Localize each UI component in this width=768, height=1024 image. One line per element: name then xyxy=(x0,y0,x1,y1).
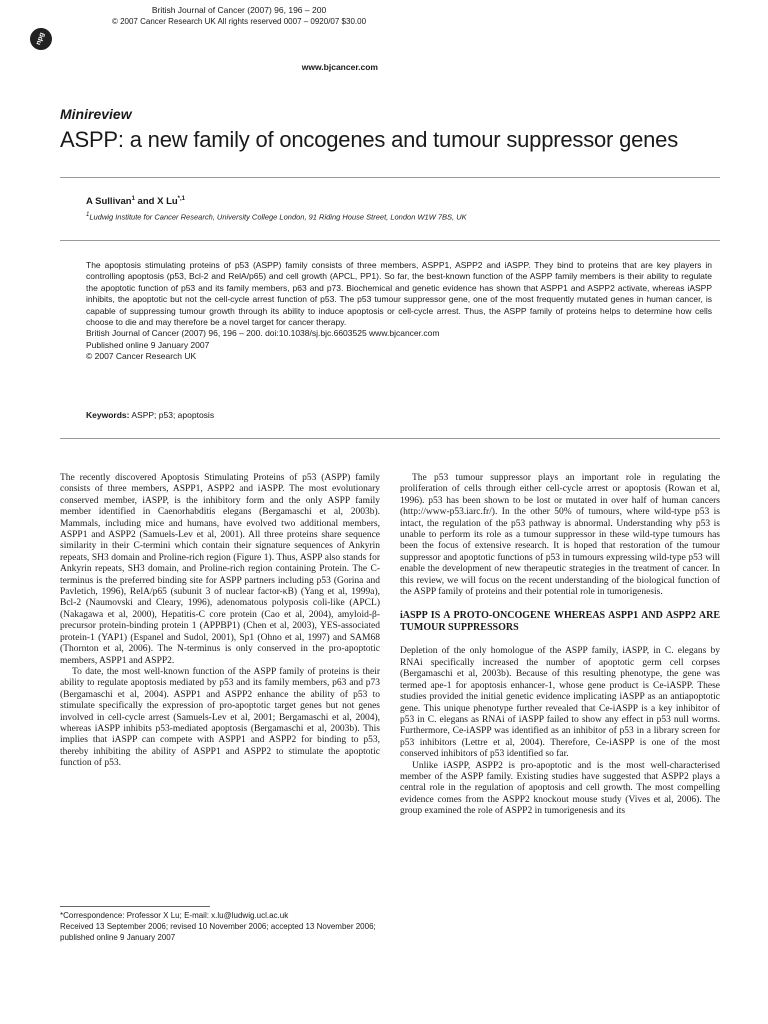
author-superscript: *,1 xyxy=(177,196,186,202)
divider xyxy=(60,438,720,439)
body-paragraph: The recently discovered Apoptosis Stimulating Proteins of p53 (ASPP) family consists of three members, ASPP1, ASPP2 and iASPP. The most evolutionary conserved member, iASPP, is the inhibitory form and the only ASPP family member identified in Caenorhabditis elegans (Bergamaschi et al, 2003b). Mammals, including mice and humans, have evolved two additional members, ASPP1 and ASPP2 (Samuels-Lev et al, 2001). All three proteins share sequence similarity in their C-termini which contain their signature sequences of Ankyrin repeats, SH3 domain and Proline-rich region (Figure 1). Thus, ASPP also stands for Ankyrin repeats, SH3 domain, and Proline-rich region containing Protein. The C-terminus is the preferred binding site for ASPP partners including p53 (Gorina and Pavletich, 1996), RelA/p65 (subunit 3 of nuclear factor-κB) (Yang et al, 1999a), Bcl-2 (Naumovski and Cleary, 1996), adenomatous polyposis coli-like (APCL) (Nakagawa et al, 2000), Hepatitis-C core protein (Cao et al, 2004), amyloid-β-precursor protein-binding protein 1 (APPBP1) (Chen et al, 2003), YES-associated protein-1 (YAP1) (Espanel and Sudol, 2001), Sp1 (Ohno et al, 1997) and SAM68 (Thornton et al, 2006). The N-terminus is only conserved in the pro-apoptotic members, ASPP1 and ASPP2. xyxy=(60,473,380,666)
affiliation xyxy=(86,212,467,222)
abstract-text: The apoptosis stimulating proteins of p53 (ASPP) family consists of three members, ASPP1, ASPP2 and iASPP. They bind to proteins that are key players in controlling apoptosis (p53, Bcl-2 and RelA/p65) and cell growth (APCL, PP1). So far, the best-known function of the ASPP family members is their ability to regulate the apoptotic function of p53 and its family members, p63 and p73. Biochemical and genetic evidence has shown that ASPP1 and ASPP2 activate, whereas iASPP inhibits, the apoptotic but not the cell-cycle arrest function of p53. The p53 tumour suppressor gene, one of the most frequently mutated genes in human cancer, is capable of suppressing tumour growth through its ability to induce apoptosis or cell-cycle arrest. Thus, the ASPP family of proteins helps to determine how cells choose to die and may therefore be a novel target for cancer therapy. xyxy=(86,260,712,328)
right-column xyxy=(400,473,720,818)
journal-masthead xyxy=(94,4,384,28)
abstract-citation: British Journal of Cancer (2007) 96, 196 – 200. doi:10.1038/sj.bjc.6603525 www.bjcancer.com xyxy=(86,328,440,339)
author-name: A Sullivan xyxy=(86,196,132,208)
keywords-list: ASPP; p53; apoptosis xyxy=(131,410,215,420)
section-label: Minireview xyxy=(60,106,132,122)
body-paragraph: The p53 tumour suppressor plays an important role in regulating the proliferation of cells through either cell-cycle arrest or apoptosis (Rowan et al, 1996). p53 has been shown to be lost or mutated in over half of human cancers (http://www-p53.iarc.fr/). In the other 50% of tumours, where wild-type p53 is intact, the regulation of the p53 pathway is abnormal. Understanding why p53 is unable to perform its role as a tumour suppressor in these wild-type tumours has been the focus of extensive research. It is hoped that restoration of the tumour suppressor and apoptotic functions of p53 in tumours expressing wild-type p53 will enable the development of new therapeutic strategies in the treatment of cancer. In this review, we will focus on the recent understanding of the biological function of the ASPP family of proteins and their potential role in tumorigenesis. xyxy=(400,473,720,598)
copyright-line: © 2007 Cancer Research UK All rights reserved 0007 – 0920/07 $30.00 xyxy=(111,17,367,26)
author-superscript: 1 xyxy=(131,196,135,202)
publisher-logo: npg xyxy=(27,25,55,53)
divider xyxy=(60,177,720,178)
journal-line: British Journal of Cancer (2007) 96, 196 – 200 xyxy=(151,5,327,15)
journal-url-link[interactable]: www.bjcancer.com xyxy=(301,62,378,72)
left-column xyxy=(60,473,380,770)
abstract-copyright: © 2007 Cancer Research UK xyxy=(86,351,197,362)
author-name: and X Lu xyxy=(134,196,178,208)
section-heading: iASPP IS A PROTO-ONCOGENE WHEREAS ASPP1 AND ASPP2 ARE TUMOUR SUPPRESSORS xyxy=(400,610,720,634)
correspondence: *Correspondence: Professor X Lu; E-mail: x.lu@ludwig.ucl.ac.uk xyxy=(60,911,289,920)
body-paragraph: Unlike iASPP, ASPP2 is pro-apoptotic and is the most well-characterised member of the ASPP family. Existing studies have suggested that ASPP2 plays a central role in the regulation of apoptosis and cell growth. The most compelling evidence comes from the ASPP2 knockout mouse study (Vives et al, 2006). The group examined the role of ASPP2 in tumorigenesis and its xyxy=(400,760,720,817)
keywords xyxy=(86,410,214,420)
abstract-published: Published online 9 January 2007 xyxy=(86,339,210,350)
keywords-label: Keywords: xyxy=(86,410,130,420)
author-list xyxy=(86,196,185,207)
footnote-divider xyxy=(60,906,210,907)
affiliation-superscript: 1 xyxy=(86,212,90,218)
article-title: ASPP: a new family of oncogenes and tumour suppressor genes xyxy=(60,127,679,152)
footnote xyxy=(60,910,380,943)
body-paragraph: To date, the most well-known function of the ASPP family of proteins is their ability to regulate apoptosis mediated by p53 and its family members, p63 and p73 (Bergamaschi et al, 2004). ASPP1 and ASPP2 enhance the ability of p53 to stimulate specifically the expression of pro-apoptotic target genes but not genes involved in cell-cycle arrest (Samuels-Lev et al, 2001; Bergamaschi et al, 2004), whereas iASPP inhibits p53-mediated apoptosis (Bergamaschi et al, 2003b). This implies that iASPP can compete with ASPP1 and ASPP2 for binding to p53, thereby inhibiting the ability of ASPP1 and ASPP2 to stimulate the apoptotic function of p53. xyxy=(60,666,380,769)
received-dates: Received 13 September 2006; revised 10 November 2006; accepted 13 November 2006; published online 9 January 2007 xyxy=(60,922,376,942)
body-paragraph: Depletion of the only homologue of the ASPP family, iASPP, in C. elegans by RNAi specifically increased the number of apoptotic germ cell corpses (Bergamaschi et al, 2003b). Because of this resulting phenotype, the gene was termed ape-1 for apoptosis enhancer-1, whose gene product is Ce-iASPP. These studies provided the initial genetic evidence implicating iASPP as an antiapoptotic gene. This unique phenotype further revealed that Ce-iASPP is a key inhibitor of p53 in C. elegans as RNAi of iASPP failed to show any effect in p53 null worms. Furthermore, Ce-iASPP was identified as an inhibitor of p53 in a library screen for p53 inhibitors (Lettre et al, 2004). Therefore, Ce-iASPP is one of the most conserved inhibitors of p53 identified so far. xyxy=(400,646,720,760)
affiliation-text: Ludwig Institute for Cancer Research, University College London, 91 Riding House Street, London W1W 7BS, UK xyxy=(89,212,467,222)
abstract xyxy=(86,260,712,363)
divider xyxy=(60,240,720,241)
